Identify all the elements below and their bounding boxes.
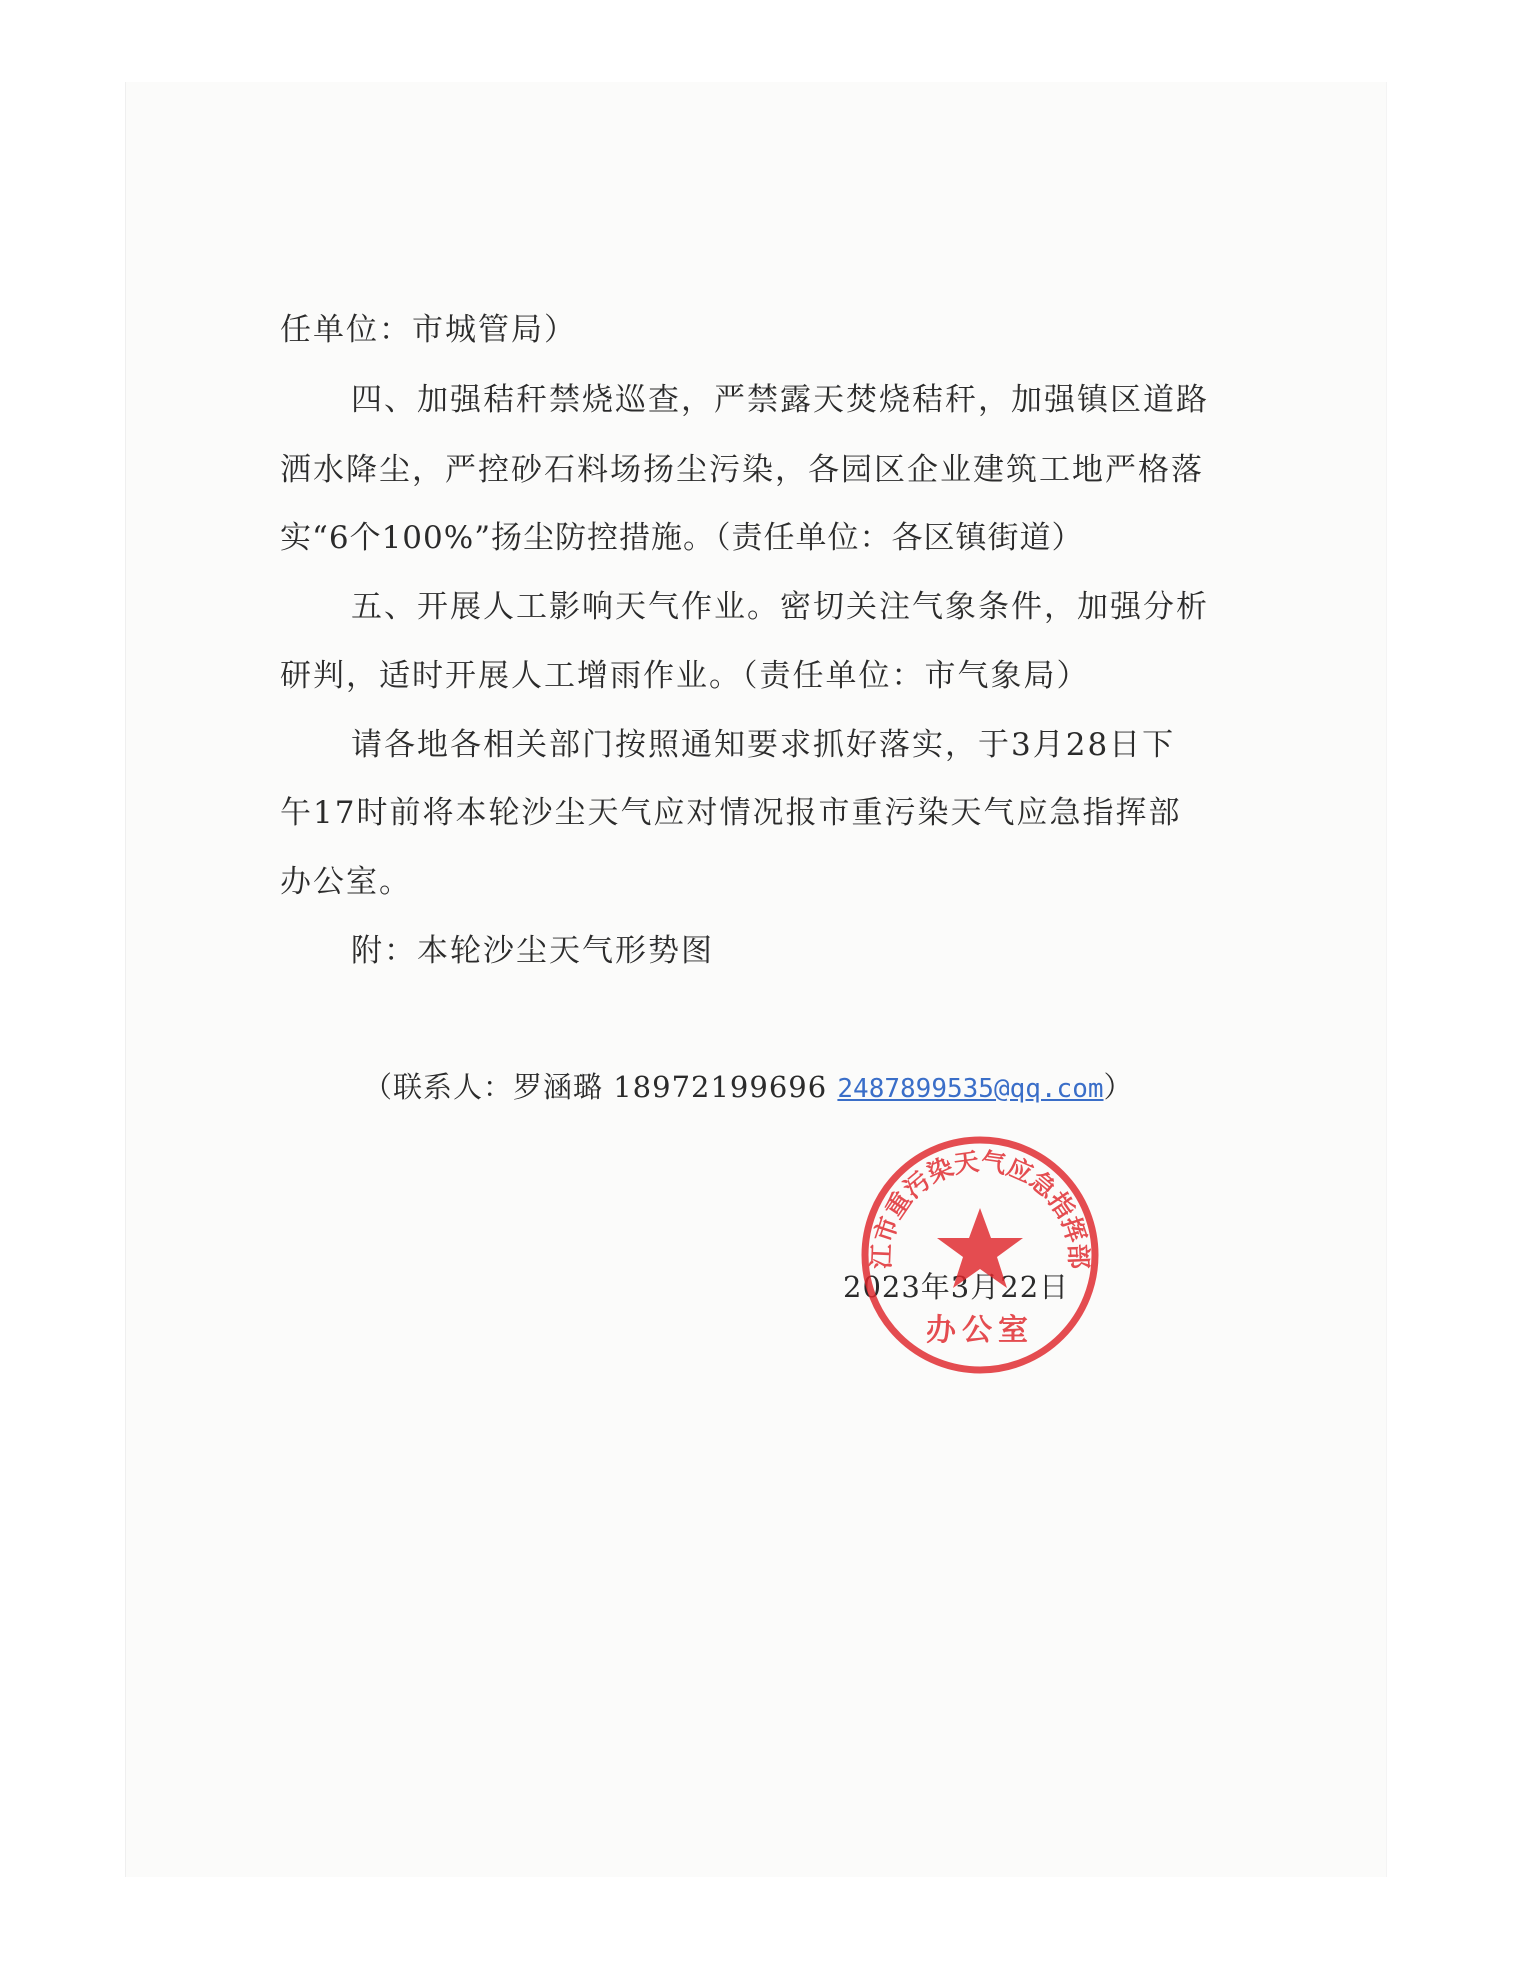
paragraph-4-line-2: 洒水降尘，严控砂石料场扬尘污染，各园区企业建筑工地严格落: [280, 452, 1204, 488]
paragraph-5-line-1: 五、开展人工影响天气作业。密切关注气象条件，加强分析: [351, 589, 1209, 625]
paragraph-4-line-3: 实“6个100%”扬尘防控措施。（责任单位：各区镇街道）: [280, 520, 1084, 556]
star-icon: [937, 1208, 1023, 1288]
seal-ring-text: 江市重污染天气应急指挥部: [866, 1146, 1094, 1270]
body-line-1: 任单位：市城管局）: [280, 312, 577, 348]
contact-info: [363, 1067, 1134, 1109]
paragraph-4-line-1: 四、加强秸秆禁烧巡查，严禁露天焚烧秸秆，加强镇区道路: [351, 382, 1209, 418]
document-date: 2023年3月22日: [843, 1270, 1070, 1304]
contact-suffix: ）: [1103, 1070, 1134, 1104]
document-page: [125, 82, 1387, 1877]
paragraph-5-line-2: 研判，适时开展人工增雨作业。（责任单位：市气象局）: [280, 658, 1090, 694]
attachment-note: 附：本轮沙尘天气形势图: [351, 933, 714, 969]
request-line-2: 午17时前将本轮沙尘天气应对情况报市重污染天气应急指挥部: [280, 795, 1182, 831]
seal-center-text: 办公室: [926, 1313, 1034, 1348]
request-line-3: 办公室。: [280, 864, 412, 900]
contact-email-link[interactable]: 2487899535@qq.com: [837, 1074, 1104, 1104]
request-line-1: 请各地各相关部门按照通知要求抓好落实，于3月28日下: [351, 727, 1176, 763]
contact-prefix: （联系人：罗涵璐 18972199696: [363, 1070, 838, 1104]
official-seal: [855, 1130, 1105, 1380]
